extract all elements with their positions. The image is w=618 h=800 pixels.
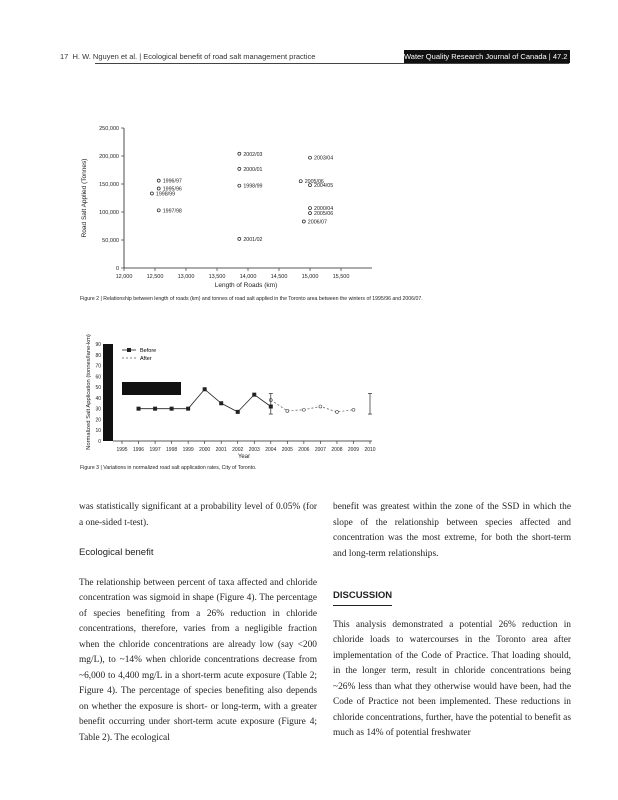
- fig2-point-label: 1996/97: [162, 178, 182, 185]
- fig2-point: [157, 187, 160, 190]
- fig2-point-label: 1998/99: [155, 191, 176, 198]
- fig3-ytick-label: 50: [95, 385, 101, 392]
- legend-before-label: Before: [140, 348, 157, 354]
- fig3-ytick-label: 70: [95, 363, 101, 370]
- fig2-point-label: 2006/07: [307, 219, 327, 226]
- section-heading-discussion: DISCUSSION: [333, 588, 392, 606]
- fig3-before-point: [153, 407, 157, 411]
- fig3-ytick-label: 40: [95, 395, 101, 402]
- fig3-dark-band: [103, 344, 113, 441]
- fig2-xtick-label: 12,000: [115, 274, 133, 280]
- fig2-point: [238, 237, 241, 240]
- fig3-ylabel: Normalized Salt Application (tonnes/lane-km): [86, 334, 92, 450]
- fig2-point: [157, 209, 160, 212]
- fig3-legend: [122, 348, 156, 362]
- fig2-point-label: 2000/04: [314, 206, 334, 213]
- fig3-before-point: [170, 407, 174, 411]
- fig3-xtick-label: 2003: [248, 447, 260, 453]
- fig2-point-label: 1995/96: [162, 186, 182, 193]
- fig2-xtick-label: 13,000: [177, 274, 195, 280]
- legend-after-label: After: [140, 356, 152, 362]
- section-heading-ecological-benefit: Ecological benefit: [79, 547, 154, 558]
- fig3-before-point: [219, 401, 223, 405]
- figure-2-scatter-chart: [0, 0, 618, 310]
- fig3-xtick-label: 2010: [364, 447, 376, 453]
- fig2-point: [238, 167, 241, 170]
- fig2-point: [157, 179, 160, 182]
- fig3-before-point: [137, 407, 141, 411]
- fig2-xtick-label: 12,500: [146, 274, 164, 280]
- fig3-xtick-label: 1998: [166, 447, 178, 453]
- fig2-point-label: 1997/98: [162, 208, 182, 215]
- figure-3-caption: Figure 3 | Variations in normalized road salt application rates, City of Toronto.: [80, 465, 257, 471]
- fig2-point: [238, 152, 241, 155]
- fig2-point-label: 2003/04: [314, 155, 334, 162]
- fig2-point: [238, 184, 241, 187]
- fig3-ytick-label: 60: [95, 374, 101, 381]
- journal-tag: Water Quality Research Journal of Canada | 47.2 | 2012: [404, 52, 591, 61]
- running-title: H. W. Nguyen et al. | Ecological benefit of road salt management practice: [72, 52, 316, 61]
- fig3-after-point: [352, 408, 355, 411]
- left-column: [79, 500, 317, 746]
- fig2-ytick-label: 50,000: [102, 238, 119, 244]
- fig3-ytick-label: 10: [95, 428, 101, 435]
- fig2-point-label: 2001/02: [243, 236, 263, 243]
- fig3-after-point: [302, 408, 305, 411]
- fig2-xtick-label: 14,000: [239, 274, 257, 280]
- fig3-xtick-label: 2006: [298, 447, 310, 453]
- fig3-xtick-label: 1997: [149, 447, 161, 453]
- legend-before-marker: [127, 348, 131, 352]
- fig3-xtick-label: 2004: [265, 447, 277, 453]
- fig2-point-label: 2000/01: [243, 166, 263, 173]
- fig2-point: [309, 212, 312, 215]
- fig2-xtick-label: 14,500: [270, 274, 288, 280]
- fig2-point: [302, 220, 305, 223]
- fig3-ytick-label: 0: [98, 439, 101, 445]
- fig2-ytick-label: 250,000: [99, 126, 119, 132]
- left-paragraph-1: was statistically significant at a probability level of 0.05% (for a one-sided t-test).: [79, 502, 317, 528]
- fig2-xtick-label: 15,000: [301, 274, 319, 280]
- fig2-point-label: 2004/05: [314, 183, 334, 190]
- fig3-before-point: [186, 407, 190, 411]
- fig3-xlabel: Year: [237, 454, 251, 460]
- fig2-xtick-label: 13,500: [208, 274, 226, 280]
- fig3-xtick-label: 2007: [314, 447, 326, 453]
- fig2-point-label: 2005/06: [314, 211, 334, 218]
- fig2-point: [309, 207, 312, 210]
- fig2-ylabel: Road Salt Applied (Tonnes): [81, 158, 88, 238]
- fig3-before-point: [203, 387, 207, 391]
- fig2-point: [299, 180, 302, 183]
- fig3-before-point: [236, 410, 240, 414]
- fig3-xtick-label: 1996: [132, 447, 145, 453]
- fig3-xtick-label: 2005: [281, 447, 293, 453]
- fig2-xlabel: Length of Roads (km): [214, 282, 278, 289]
- fig2-ytick-label: 0: [115, 266, 119, 272]
- fig2-ytick-label: 150,000: [99, 182, 119, 188]
- fig2-ytick-label: 200,000: [99, 154, 119, 160]
- fig3-ytick-label: 20: [95, 417, 101, 424]
- fig3-after-point: [335, 410, 338, 413]
- left-paragraph-2: The relationship between percent of taxa affected and chloride concentration was sigmoid in shape (Figure 4). The percentage of species benefiting from a 26% reduction in chloride concentrations, therefore, varies from a negligible fraction when the chloride concentrations are already low (say <200 mg/L), to ~14% when chloride concentrations decrease from ~6,000 to 4,400 mg/L in a short-term acute exposure (Table 2; Figure 4). The percentage of species benefiting also depends on whether the exposure is short- or long-term, with a greater benefit occurring under short-term acute exposure (Figure 4; Table 2). The ecological: [79, 577, 317, 743]
- fig2-point-label: 2002/03: [243, 151, 263, 158]
- fig3-xtick-label: 2009: [347, 447, 360, 453]
- fig3-after-point: [286, 409, 289, 412]
- fig3-xtick-label: 2000: [199, 447, 211, 453]
- fig2-point: [309, 156, 312, 159]
- page-number: 17: [60, 52, 69, 61]
- fig2-ytick-label: 100,000: [99, 210, 119, 216]
- fig3-after-point: [319, 405, 322, 408]
- figure-2-caption: Figure 2 | Relationship between length of roads (km) and tonnes of road salt applied in the Toronto area between the winters of 1995/96 and 2006/07.: [80, 296, 423, 302]
- fig3-xtick-label: 1995: [116, 447, 128, 453]
- fig3-ytick-label: 30: [95, 406, 101, 413]
- fig3-xtick-label: 1999: [182, 447, 194, 453]
- fig3-before-point: [252, 393, 256, 397]
- fig2-point-label: 2005/06: [304, 179, 324, 186]
- fig3-ytick-label: 80: [95, 352, 101, 359]
- fig3-ytick-label: 90: [95, 342, 101, 348]
- fig3-xtick-label: 2008: [331, 447, 343, 453]
- right-paragraph-2: This analysis demonstrated a potential 26% reduction in chloride loads to watercourses in the Toronto area after implementation of the Code of Practice. That loading should, in the longer term, result in chloride concentrations being ~26% less than what they otherwise would have been, had the Code of Practice not been implemented. These reductions in chloride concentrations, further, have the potential to benefit as much as 14% of potential freshwater: [333, 619, 571, 738]
- fig3-xtick-label: 2002: [232, 447, 244, 453]
- fig3-dark-bar: [122, 382, 181, 395]
- fig2-point-label: 1998/99: [243, 183, 263, 190]
- fig3-xtick-label: 2001: [215, 447, 227, 453]
- fig2-xtick-label: 15,500: [332, 274, 350, 280]
- right-column: [333, 500, 571, 742]
- right-paragraph-1: benefit was greatest within the zone of the SSD in which the slope of the relationship between species affected and concentration was the most extreme, for both the short-term and long-term relationships.: [333, 502, 571, 559]
- fig2-point: [150, 192, 153, 195]
- figure-3-line-chart: [0, 330, 618, 460]
- fig3-series-after-line: [271, 400, 354, 412]
